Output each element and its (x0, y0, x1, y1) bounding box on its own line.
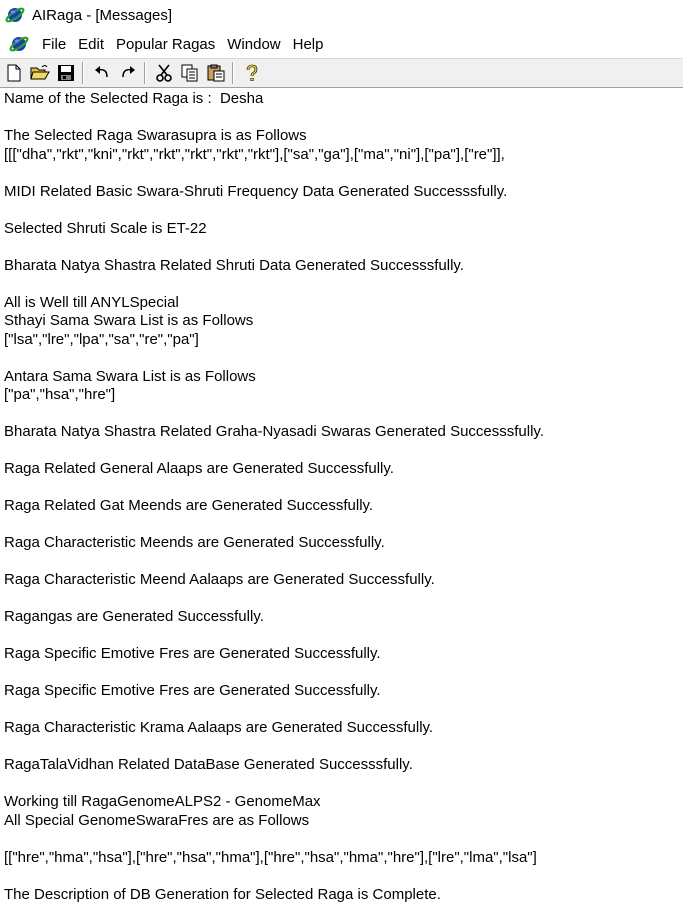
title-bar[interactable] (0, 0, 683, 30)
message-line: All Special GenomeSwaraFres are as Follows (4, 811, 310, 829)
save-icon[interactable] (54, 61, 78, 85)
menu-window[interactable]: Window (227, 35, 281, 53)
blank-line (4, 867, 683, 886)
cut-icon[interactable] (152, 61, 176, 85)
blank-line (4, 775, 683, 794)
menu-bar (0, 30, 683, 58)
paste-icon[interactable] (204, 61, 228, 85)
message-line: RagaTalaVidhan Related DataBase Generated Successsfully. (4, 756, 413, 773)
menu-help[interactable]: Help (292, 35, 324, 53)
blank-line (4, 553, 683, 572)
message-line: ["pa","hsa","hre"] (4, 386, 116, 403)
undo-icon[interactable] (90, 61, 114, 85)
blank-line (4, 701, 683, 720)
toolbar-separator (232, 62, 234, 84)
message-line: Bharata Natya Shastra Related Graha-Nyasadi Swaras Generated Successsfully. (4, 423, 544, 440)
message-line: MIDI Related Basic Swara-Shruti Frequency Data Generated Successsfully. (4, 182, 508, 200)
blank-line (4, 627, 683, 646)
message-line: Raga Specific Emotive Fres are Generated Successfully. (4, 682, 381, 699)
message-line: Raga Characteristic Meends are Generated Successfully. (4, 534, 385, 551)
message-line: The Description of DB Generation for Selected Raga is Complete. (4, 885, 441, 903)
message-line: The Selected Raga Swarasupra is as Follows (4, 127, 307, 144)
toolbar-separator (144, 62, 146, 84)
blank-line (4, 349, 683, 368)
blank-line (4, 201, 683, 220)
copy-icon[interactable] (178, 61, 202, 85)
menu-popular-ragas[interactable]: Popular Ragas (116, 35, 216, 53)
blank-line (4, 664, 683, 683)
app-logo-icon (4, 5, 26, 25)
blank-line (4, 275, 683, 294)
message-line: Raga Specific Emotive Fres are Generated Successfully. (4, 645, 381, 662)
menu-edit[interactable]: Edit (78, 35, 105, 53)
blank-line (4, 442, 683, 461)
message-line: Working till RagaGenomeALPS2 - GenomeMax (4, 793, 321, 810)
blank-line (4, 238, 683, 257)
window-title: AIRaga - [Messages] (32, 6, 173, 24)
message-line: Selected Shruti Scale is ET-22 (4, 219, 207, 237)
message-line: All is Well till ANYLSpecial (4, 293, 179, 311)
new-file-icon[interactable] (2, 61, 26, 85)
blank-line (4, 590, 683, 609)
toolbar-separator (82, 62, 84, 84)
blank-line (4, 738, 683, 757)
message-line: Sthayi Sama Swara List is as Follows (4, 312, 254, 329)
blank-line (4, 516, 683, 535)
message-line: Raga Related Gat Meends are Generated Successfully. (4, 497, 374, 514)
message-line: [[["dha","rkt","kni","rkt","rkt","rkt","rkt","rkt"],["sa","ga"],["ma","ni"],["pa"],["re"]], (4, 145, 505, 163)
message-line: Raga Characteristic Krama Aalaaps are Generated Successfully. (4, 719, 434, 736)
message-line: ["lsa","lre","lpa","sa","re","pa"] (4, 330, 199, 348)
redo-icon[interactable] (116, 61, 140, 85)
open-folder-icon[interactable] (28, 61, 52, 85)
messages-panel[interactable] (0, 88, 683, 904)
toolbar (0, 58, 683, 88)
message-line: [["hre","hma","hsa"],["hre","hsa","hma"],["hre","hsa","hma","hre"],["lre","lma","lsa"] (4, 848, 537, 866)
message-line: Antara Sama Swara List is as Follows (4, 367, 256, 385)
message-line: Name of the Selected Raga is : Desha (4, 90, 264, 107)
blank-line (4, 830, 683, 849)
blank-line (4, 109, 683, 128)
blank-line (4, 405, 683, 424)
message-line: Ragangas are Generated Successfully. (4, 608, 264, 625)
blank-line (4, 479, 683, 498)
blank-line (4, 164, 683, 183)
help-icon[interactable] (240, 61, 264, 85)
document-logo-icon[interactable] (8, 34, 30, 54)
message-line: Raga Related General Alaaps are Generated Successfully. (4, 460, 394, 477)
message-line: Raga Characteristic Meend Aalaaps are Generated Successfully. (4, 571, 435, 588)
menu-file[interactable]: File (42, 35, 67, 53)
message-line: Bharata Natya Shastra Related Shruti Data Generated Successsfully. (4, 256, 464, 274)
